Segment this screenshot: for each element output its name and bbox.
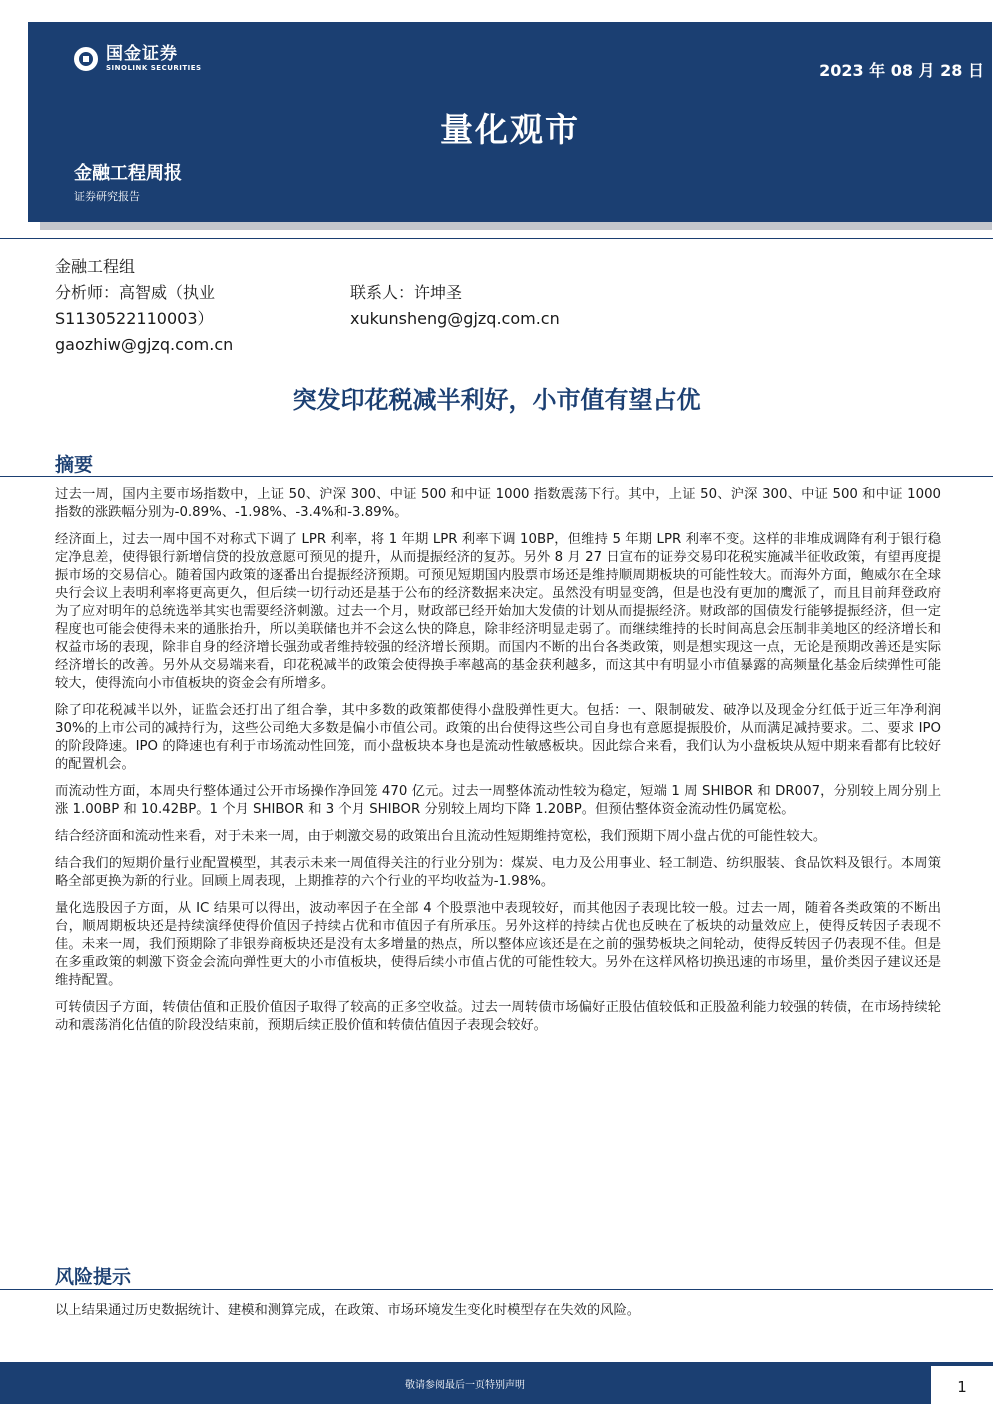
summary-paragraph: 量化选股因子方面，从 IC 结果可以得出，波动率因子在全部 4 个股票池中表现较好，而其他因子表现比较一般。过去一周，随着各类政策的不断出台，顺周期板块还是持续演绎使得价值因子持续占优和市值因子有所承压。另外这样的持续占优也反映在了板块的动量效应上，使得反转因子表现不佳。未来一周，我们预期除了非银券商板块还是没有太多增量的热点，所以整体应该还是在之前的强势板块之间轮动，使得反转因子仍表现不佳。但是在多重政策的刺激下资金会流向弹性更大的小市值板块，使得后续小市值占优的可能性较大。另外在这样风格切换迅速的市场里，量价类因子建议还是维持配置。: [55, 901, 941, 988]
logo-chinese-name: 国金证券: [106, 44, 178, 64]
summary-paragraph: 结合经济面和流动性来看，对于未来一周，由于刺激交易的政策出台且流动性短期维持宽松，我们预期下周小盘占优的可能性较大。: [55, 829, 827, 844]
page-footer: [0, 1362, 993, 1404]
risk-text: 以上结果通过历史数据统计、建模和测算完成，在政策、市场环境发生变化时模型存在失效的风险。: [55, 1303, 641, 1318]
header-divider: [0, 238, 993, 239]
summary-paragraph: 除了印花税减半以外，证监会还打出了组合拳，其中多数的政策都使得小盘股弹性更大。包括：一、限制破发、破净以及现金分红低于近三年净利润 30%的上市公司的减持行为，这些公司绝大多数是偏小市值公司。政策的出台使得这些公司自身也有意愿提振股价，从而满足减持要求。二、要求 IPO 的阶段降速。IPO 的降速也有利于市场流动性回笼，而小盘板块本身也是流动性敏感板块。因此综合来看，我们认为小盘板块从短中期来看都有比较好的配置机会。: [55, 703, 941, 772]
summary-paragraph: 可转债因子方面，转债估值和正股价值因子取得了较高的正多空收益。过去一周转债市场偏好正股估值较低和正股盈利能力较强的转债，在市场持续轮动和震荡消化估值的阶段没结束前，预期后续正股价值和转债估值因子表现会较好。: [55, 1000, 941, 1033]
report-title: 量化观市: [440, 110, 580, 149]
analyst-name: 分析师：高智威（执业: [55, 283, 216, 302]
summary-paragraph: 而流动性方面，本周央行整体通过公开市场操作净回笼 470 亿元。过去一周整体流动性较为稳定，短端 1 周 SHIBOR 和 DR007，分别较上周分别上涨 1.00BP 和 10.42BP。1 个月 SHIBOR 和 3 个月 SHIBOR 分别较上周均下降 1.20BP。但预估整体资金流动性仍属宽松。: [55, 784, 941, 817]
logo-mark-icon: [74, 47, 98, 71]
report-series: 金融工程周报: [74, 163, 182, 184]
summary-divider: [0, 476, 993, 477]
page-number: 1: [957, 1378, 967, 1396]
team-name: 金融工程组: [55, 257, 136, 276]
page-number-box: [931, 1366, 993, 1404]
report-date: 2023 年 08 月 28 日: [819, 61, 984, 80]
summary-paragraph: 结合我们的短期价量行业配置模型，其表示未来一周值得关注的行业分别为：煤炭、电力及公用事业、轻工制造、纺织服装、食品饮料及银行。本周策略全部更换为新的行业。回顾上周表现，上期推荐的六个行业的平均收益为-1.98%。: [55, 856, 941, 889]
contact-name: 联系人：许坤圣: [350, 283, 463, 302]
risk-heading: 风险提示: [55, 1266, 132, 1288]
logo-english-name: SINOLINK SECURITIES: [106, 64, 202, 72]
summary-heading: 摘要: [55, 454, 94, 476]
company-logo: [74, 46, 202, 72]
disclaimer-note: 敬请参阅最后一页特别声明: [405, 1380, 525, 1391]
summary-body: [55, 486, 941, 1044]
risk-divider: [0, 1289, 993, 1290]
contact-block: [350, 280, 560, 332]
analyst-license: S1130522110003）: [55, 309, 214, 328]
summary-paragraph: 经济面上，过去一周中国不对称式下调了 LPR 利率，将 1 年期 LPR 利率下调 10BP，但维持 5 年期 LPR 利率不变。这样的非堆成调降有利于银行稳定净息差，使得银行新增信贷的投放意愿可预见的提升，从而提振经济的复苏。另外 8 月 27 日宣布的证券交易印花税实施减半征收政策，有望再度提振市场的交易信心。随着国内政策的逐番出台提振经济预期。可预见短期国内股票市场还是维持顺周期板块的可能性较大。而海外方面，鲍威尔在全球央行会议上表明利率将更高更久，但后续一切行动还是基于公布的经济数据来决定。虽然没有明显变鸽，但是也没有更加的鹰派了，而且目前拜登政府为了应对明年的总统选举其实也需要经济刺激。过去一个月，财政部已经开始加大发债的计划从而提振经济。财政部的国债发行能够提振经济，但一定程度也可能会使得未来的通胀抬升，所以美联储也并不会这么快的降息，除非经济明显走弱了。而继续维持的长时间高息会压制非美地区的经济增长和权益市场的表现，除非自身的经济增长强劲或者维持较强的经济增长预期。而国内不断的出台各类政策，则是想实现这一点，无论是预期改善还是实际经济增长的改善。另外从交易端来看，印花税减半的政策会使得换手率越高的基金获利越多，而这其中有明显小市值暴露的高频量化基金后续弹性可能较大，使得流向小市值板块的资金会有所增多。: [55, 532, 941, 691]
report-type: 证券研究报告: [74, 190, 140, 203]
analyst-email[interactable]: gaozhiw@gjzq.com.cn: [55, 335, 234, 354]
author-block: [55, 254, 233, 358]
contact-email[interactable]: xukunsheng@gjzq.com.cn: [350, 309, 560, 328]
report-header-banner: [28, 22, 992, 222]
report-headline: 突发印花税减半利好，小市值有望占优: [292, 386, 701, 414]
summary-paragraph: 过去一周，国内主要市场指数中，上证 50、沪深 300、中证 500 和中证 1000 指数震荡下行。其中，上证 50、沪深 300、中证 500 和中证 1000 指数的涨跌幅分别为-0.89%、-1.98%、-3.4%和-3.89%。: [55, 487, 941, 520]
